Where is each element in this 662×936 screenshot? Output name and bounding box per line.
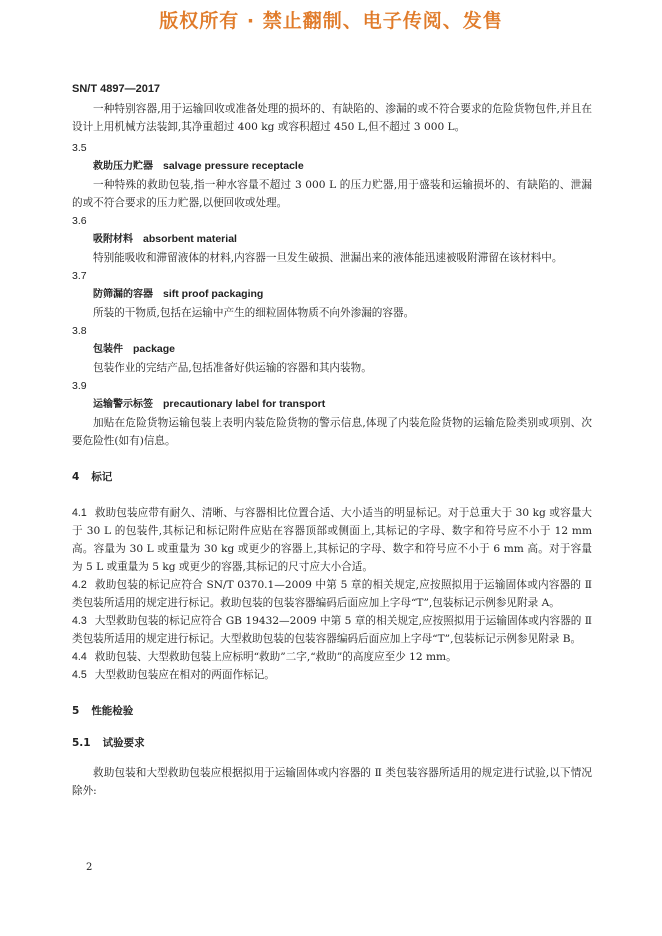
clause-4-4	[72, 648, 592, 666]
term-en: salvage pressure receptacle	[163, 160, 304, 172]
clause-text: 救助包装应带有耐久、清晰、与容器相比位置合适、大小适当的明显标记。对于总重大于 30 kg 或容量大于 30 L 的包装件,其标记和标记附件应贴在容器顶部或侧面上,其标记的字母、数字和符号应不小于 12 mm 高。容量为 30 L 或重量为 30 kg 或更少的容器上,其标记的字母、数字和符号应不小于 6 mm 高。对于容量为 5 L 或重量为 5 kg 或更少的容器,其标记的尺寸应大小合适。	[72, 507, 592, 573]
section-5-heading	[72, 702, 592, 720]
term-zh: 吸附材料	[93, 234, 133, 245]
continued-definition: 一种特别容器,用于运输回收或准备处理的损坏的、有缺陷的、渗漏的或不符合要求的危险货物包件,并且在设计上用机械方法装卸,其净重超过 400 kg 或容积超过 450 L,但不超过 3 000 L。	[72, 103, 592, 133]
term-zh: 包装件	[93, 344, 123, 355]
term-3-5	[72, 139, 592, 212]
section-title: 标记	[91, 471, 113, 483]
term-en: precautionary label for transport	[163, 398, 326, 410]
term-heading	[72, 340, 592, 359]
term-heading	[72, 395, 592, 414]
term-3-9	[72, 377, 592, 450]
clause-number: 4.3	[72, 615, 87, 627]
term-heading	[72, 285, 592, 304]
term-number: 3.7	[72, 270, 87, 282]
term-zh: 救助压力贮器	[93, 161, 153, 172]
clause-text: 救助包装、大型救助包装上应标明“救助”二字,“救助”的高度应至少 12 mm。	[94, 651, 457, 663]
term-definition: 特别能吸收和滞留液体的材料,内容器一旦发生破损、泄漏出来的液体能迅速被吸附滞留在该材料中。	[93, 252, 563, 264]
term-definition: 加贴在危险货物运输包装上表明内装危险货物的警示信息,体现了内装危险货物的运输危险类别或项别、次要危险性(如有)信息。	[72, 417, 592, 447]
section-4-heading	[72, 468, 592, 486]
term-3-8	[72, 322, 592, 377]
term-number: 3.6	[72, 215, 87, 227]
page-number: 2	[86, 862, 93, 873]
term-3-6	[72, 212, 592, 267]
term-en: absorbent material	[143, 233, 237, 245]
term-number: 3.9	[72, 380, 87, 392]
clause-number: 4.5	[72, 669, 87, 681]
subsection-number: 5.1	[72, 737, 91, 749]
subsection-5-1-text: 救助包装和大型救助包装应根据拟用于运输固体或内容器的 Ⅱ 类包装容器所适用的规定进行试验,以下情况除外:	[72, 767, 592, 797]
clause-4-5	[72, 666, 592, 684]
clause-number: 4.4	[72, 651, 87, 663]
copyright-watermark: 版权所有 · 禁止翻制、电子传阅、发售	[159, 10, 503, 32]
section-title: 性能检验	[91, 705, 134, 717]
term-definition: 一种特殊的救助包装,指一种水容量不超过 3 000 L 的压力贮器,用于盛装和运输损坏的、有缺陷的、泄漏的或不符合要求的压力贮器,以便回收或处理。	[72, 179, 592, 209]
clause-text: 大型救助包装的标记应符合 GB 19432—2009 中第 5 章的相关规定,应按照拟用于运输固体或内容器的 Ⅱ 类包装所适用的规定进行标记。大型救助包装的包装容器编码后面应加上字母“T”,包装标记示例参见附录 B。	[72, 615, 592, 645]
clause-4-2	[72, 576, 592, 612]
standard-code: SN/T 4897—2017	[72, 83, 161, 95]
clause-4-1	[72, 504, 592, 576]
subsection-5-1-heading	[72, 734, 592, 752]
clause-text: 大型救助包装应在相对的两面作标记。	[94, 669, 275, 681]
subsection-title: 试验要求	[102, 737, 145, 749]
section-number: 5	[72, 705, 80, 717]
clause-text: 救助包装的标记应符合 SN/T 0370.1—2009 中第 5 章的相关规定,应按照拟用于运输固体或内容器的 Ⅱ 类包装所适用的规定进行标记。救助包装的包装容器编码后面应加上字母“T”,包装标记示例参见附录 A。	[72, 579, 592, 609]
term-en: package	[133, 343, 176, 355]
term-zh: 运输警示标签	[93, 399, 153, 410]
term-zh: 防筛漏的容器	[93, 289, 153, 300]
term-en: sift proof packaging	[163, 288, 264, 300]
term-heading	[72, 157, 592, 176]
clause-4-3	[72, 612, 592, 648]
term-heading	[72, 230, 592, 249]
term-definition: 包装作业的完结产品,包括准备好供运输的容器和其内装物。	[93, 362, 372, 374]
term-number: 3.5	[72, 142, 87, 154]
document-body	[72, 100, 592, 800]
term-number: 3.8	[72, 325, 87, 337]
clause-number: 4.1	[72, 507, 87, 519]
term-3-7	[72, 267, 592, 322]
section-number: 4	[72, 471, 80, 483]
clause-number: 4.2	[72, 579, 87, 591]
term-definition: 所装的干物质,包括在运输中产生的细粒固体物质不向外渗漏的容器。	[93, 307, 415, 319]
